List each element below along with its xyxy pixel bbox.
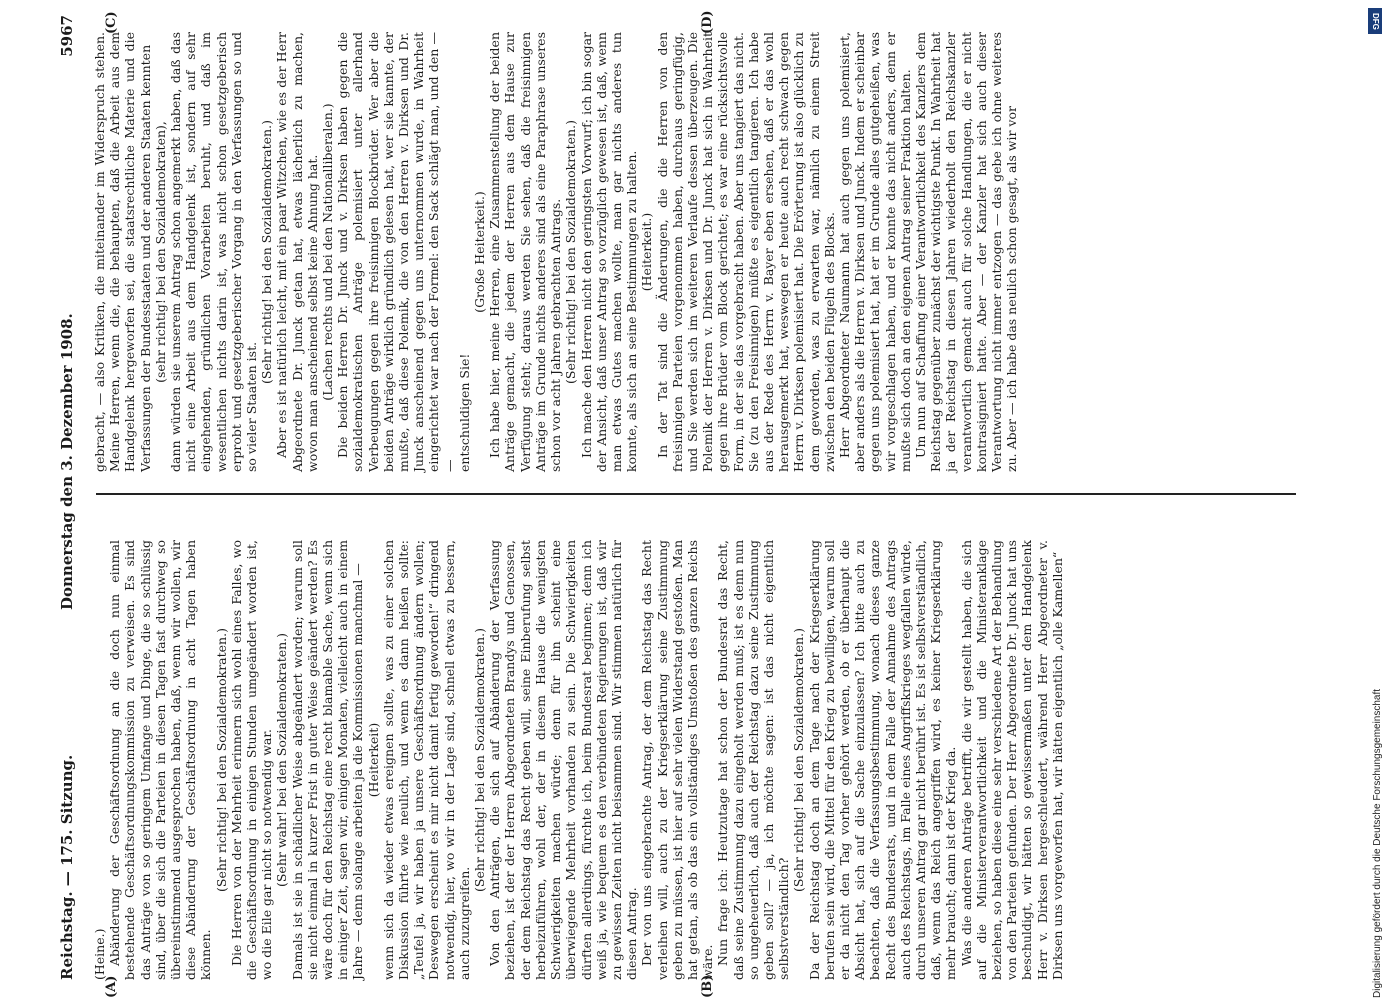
column-rule xyxy=(96,493,1296,495)
paragraph: Die beiden Herren Dr. Junck und v. Dirksen haben gegen die sozialdemokratischen Anträge polemisiert unter allerhand Verbeugungen gegen ihre freisinnigen Blockbrüder. Wer aber die beiden Anträge wirklich gründlich gelesen hat, wer sie kannte, der mußte, daß diese Polemik, die von den Herren v. Dirksen und Dr. Junck anscheinend gegen uns unternommen wurde, in Wahrheit eingerichtet war nach der Formel: den Sack schlägt man, und den — — xyxy=(335,32,457,472)
left-column xyxy=(92,540,1065,980)
paragraph: Aber es ist natürlich leicht, mit ein paar Witzchen, wie es der Herr Abgeordnete Dr. Junck getan hat, etwas lächerlich zu machen, wovon man anscheinend selbst keine Ahnung hat. xyxy=(274,32,320,472)
paragraph: wenn sich da wieder etwas ereignen sollte, was zu einer solchen Diskussion führte wie neulich, und wenn es dann heißen sollte: „Teufel ja, wir haben ja unsere Geschäftsordnung ändern wollen; Deswegen erscheint es mir nicht damit fertig geworden!“ dringend notwendig, hier, wo wir in der Lage sind, schnell etwas zu bessern, auch zuzugreifen. xyxy=(380,540,472,980)
interjection: (Sehr richtig! bei den Sozialdemokraten.) xyxy=(472,628,488,892)
header-session: Reichstag. — 175. Sitzung. xyxy=(58,754,76,980)
interjection: (Lachen rechts und bei den Nationalliberalen.) xyxy=(320,103,336,401)
paragraph: Ich mache den Herren nicht den geringsten Vorwurf; ich bin sogar der Ansicht, daß unser Antrag so vorzüglich gewesen ist, daß, wenn man etwas Gutes machen wollte, man gar nichts anderes tun konnte, als sich an seine Bestimmungen zu halten. xyxy=(578,32,640,472)
header-date: Donnerstag den 3. Dezember 1908. xyxy=(58,313,76,610)
paragraph: Der von uns eingebrachte Antrag, der dem Reichstag das Recht verleihen will, auch zu der Kriegserklärung seine Zustimmung geben zu müssen, ist hier auf sehr vielen Widerstand gestoßen. Man hat getan, als ob das ein vollständiges Umstoßen des ganzen Reichs wäre. xyxy=(639,540,716,980)
interjection: (Sehr richtig! bei den Sozialdemokraten.) xyxy=(563,120,579,384)
paragraph: gebracht, — also Kritiken, die miteinander im Widerspruch stehen. Meine Herren, wenn die, die behaupten, daß die Arbeit aus dem Handgelenk hergeworfen sei, die staatsrechtliche Materie und die Verfassungen der Bundesstaaten und der anderen Staaten kennten xyxy=(92,32,153,472)
paragraph: Abänderung der Geschäftsordnung an die doch nun einmal bestehende Geschäftsordnungskommission zu verweisen. Es sind das Anträge von so geringem Umfange und Dinge, die so schlüssig sind, über die sich die Parteien in diesen Tagen fast durchweg so übereinstimmend ausgesprochen haben, daß, wenn wir wollen, wir diese Abänderung der Geschäftsordnung in acht Tagen haben können. xyxy=(107,540,214,980)
paragraph: In der Tat sind die Änderungen, die die Herren von den freisinnigen Parteien vorgenommen haben, durchaus geringfügig, und Sie werden sich im weiteren Verlaufe dessen überzeugen. Die Polemik der Herren v. Dirksen und Dr. Junck hat sich in Wahrheit gegen ihre Brüder vom Block gerichtet; es war eine rücksichtsvolle Form, in der sie das vorgebracht haben. Aber uns tangiert das nicht. Sie (zu den Freisinnigen) müßte es eigentlich tangieren. Ich habe aus der Rede des Herrn v. Bayer eben ersehen, daß er das wohl herausgemerkt hat, weswegen er heute auch recht schwach gegen Herrn v. Dirksen polemisiert hat. Die Erörterung ist also glücklich zu dem geworden, was zu erwarten war, nämlich zu einem Streit zwischen den beiden Flügeln des Blocks. xyxy=(654,32,837,472)
interjection: (Sehr richtig! bei den Sozialdemokraten.) xyxy=(213,628,229,892)
digitization-note xyxy=(1372,8,1383,998)
paragraph: dann würden sie unserem Antrag schon angemerkt haben, daß das nicht eine Arbeit aus dem Handgelenk ist, sondern auf sehr eingehenden, gründlichen Vorarbeiten beruht, und daß im wesentlichen nichts darin ist, was nicht schon gesetzgeberisch erprobt und gesetzgeberischer Vorgang in den Verfassungen so und so vieler Staaten ist. xyxy=(168,32,260,472)
interjection: (sehr richtig! bei den Sozialdemokraten), xyxy=(152,121,168,383)
margin-marker-a: (A) xyxy=(104,975,119,998)
paragraph: Um nun auf Schaffung einer Verantwortlichkeit des Kanzlers dem Reichstag gegenüber zunächst der wichtigste Punkt. In Wahrheit hat ja der Reichstag in diesen Jahren wiederholt den Reichskanzler verantwortlich gemacht auch für solche Handlungen, die er nicht kontrasigniert hatte. Aber — der Kanzler hat sich auch dieser Verantwortung nicht immer entzogen — das gebe ich ohne weiteres zu. Aber — ich habe das neulich schon gesagt, als wir vor xyxy=(912,32,1020,472)
margin-marker-c: (C) xyxy=(104,11,119,34)
paragraph: Damals ist sie in schädlicher Weise abgeändert worden; warum soll sie nicht einmal in kurzer Frist in guter Weise geändert werden? Es wäre doch für den Reichstag eine recht blamable Sache, wenn sich in einiger Zeit, sagen wir, einigen Monaten, vielleicht auch in einem Jahre — denn solange arbeiten ja die Kommissionen manchmal — xyxy=(289,540,366,980)
paragraph: Nun frage ich: Heutzutage hat schon der Bundesrat das Recht, daß seine Zustimmung dazu eingeholt werden muß; ist es denn nun so ungeheuerlich, daß auch der Reichstag dazu seine Zustimmung geben soll? — ja, ich möchte sagen: ist das nicht eigentlich selbstverständlich? xyxy=(715,540,792,980)
dfg-logo: DFG xyxy=(1368,8,1382,34)
right-column xyxy=(92,32,1019,472)
paragraph: (Heine.) xyxy=(92,928,107,980)
paragraph: entschuldigen Sie! xyxy=(456,353,472,472)
interjection: (Große Heiterkeit.) xyxy=(472,191,488,313)
paragraph: Herr Abgeordneter Naumann hat auch gegen uns polemisiert, aber anders als die Herren v. Dirksen und Junck. Indem er scheinbar gegen uns polemisiert hat, hat er im Grunde alles gutgeheißen, was wir vorgeschlagen haben, und er konnte das nicht anders, denn er mußte sich doch an den eigenen Antrag seiner Fraktion halten. xyxy=(836,32,913,472)
paragraph: Von den Anträgen, die sich auf Abänderung der Verfassung beziehen, ist der der Herren Abgeordneten Brandys und Genossen, der dem Reichstag das Recht geben will, seine Einberufung selbst herbeizuführen, wohl der, der in diesem Hause die wenigsten Schwierigkeiten machen würde; denn für ihn scheint eine überwiegende Mehrheit vorhanden zu sein. Die Schwierigkeiten dürften allerdings, fürchte ich, beim Bundesrat beginnen; denn ich weiß ja, wie bequem es den verbündeten Regierungen ist, daß wir zu gewissen Zeiten nicht beisammen sind. Wir stimmen natürlich für diesen Antrag. xyxy=(487,540,640,980)
page-number: 5967 xyxy=(58,15,76,57)
paragraph: Die Herren von der Mehrheit erinnern sich wohl eines Falles, wo die Geschäftsordnung in einigen Stunden umgeändert worden ist, wo die Eile gar nicht so notwendig war. xyxy=(228,540,275,980)
interjection: (Sehr richtig! bei den Sozialdemokraten.) xyxy=(791,628,807,892)
page-header xyxy=(58,15,88,980)
digitization-note-text: Digitalisierung gefördert durch die Deutsche Forschungsgemeinschaft xyxy=(1372,688,1383,998)
interjection: (Sehr wahr! bei den Sozialdemokraten.) xyxy=(274,632,290,888)
margin-marker-b: (B) xyxy=(700,974,715,998)
paragraph: Ich habe hier, meine Herren, eine Zusammenstellung der beiden Anträge gemacht, die jedem der Herren aus dem Hause zur Verfügung steht; daraus werden Sie sehen, daß die freisinnigen Anträge im Grunde nichts anderes sind als eine Paraphrase unseres schon vor acht Jahren gebrachten Antrags. xyxy=(487,32,564,472)
margin-marker-d: (D) xyxy=(700,10,715,34)
paragraph: Was die anderen Anträge betrifft, die wir gestellt haben, die sich auf die Ministerverantwortlichkeit und die Ministeranklage beziehen, so haben diese eine sehr verschiedene Art der Behandlung von den Parteien gefunden. Der Herr Abgeordnete Dr. Junck hat uns beschuldigt, wir hätten so gewissermaßen unter dem Handgelenk Herr v. Dirksen hergeschleudert, während Herr Abgeordneter v. Dirksen uns vorgeworfen hat, wir hätten eigentlich „olle Kamellen“ xyxy=(958,540,1065,980)
interjection: (Heiterkeit.) xyxy=(639,212,655,292)
paragraph: Da der Reichstag doch an dem Tage nach der Kriegserklärung berufen sein wird, die Mittel für den Krieg zu bewilligen, warum soll er da nicht den Tag vorher gehört werden, ob er überhaupt die Absicht hat, sich auf die Sache einzulassen? Ich bitte auch zu beachten, daß die Verfassungsbestimmung, wonach dieses ganze Recht des Bundesrats, und in dem Falle der Annahme des Antrags auch des Reichstags, im Falle eines Angriffskrieges wegfallen würde, durch unseren Antrag gar nicht berührt ist. Es ist selbstverständlich, daß, wenn das Reich angegriffen wird, es keiner Kriegserklärung mehr braucht; dann ist der Krieg da. xyxy=(806,540,959,980)
interjection: (Heiterkeit) xyxy=(365,722,381,798)
interjection: (Sehr richtig! bei den Sozialdemokraten.) xyxy=(259,120,275,384)
